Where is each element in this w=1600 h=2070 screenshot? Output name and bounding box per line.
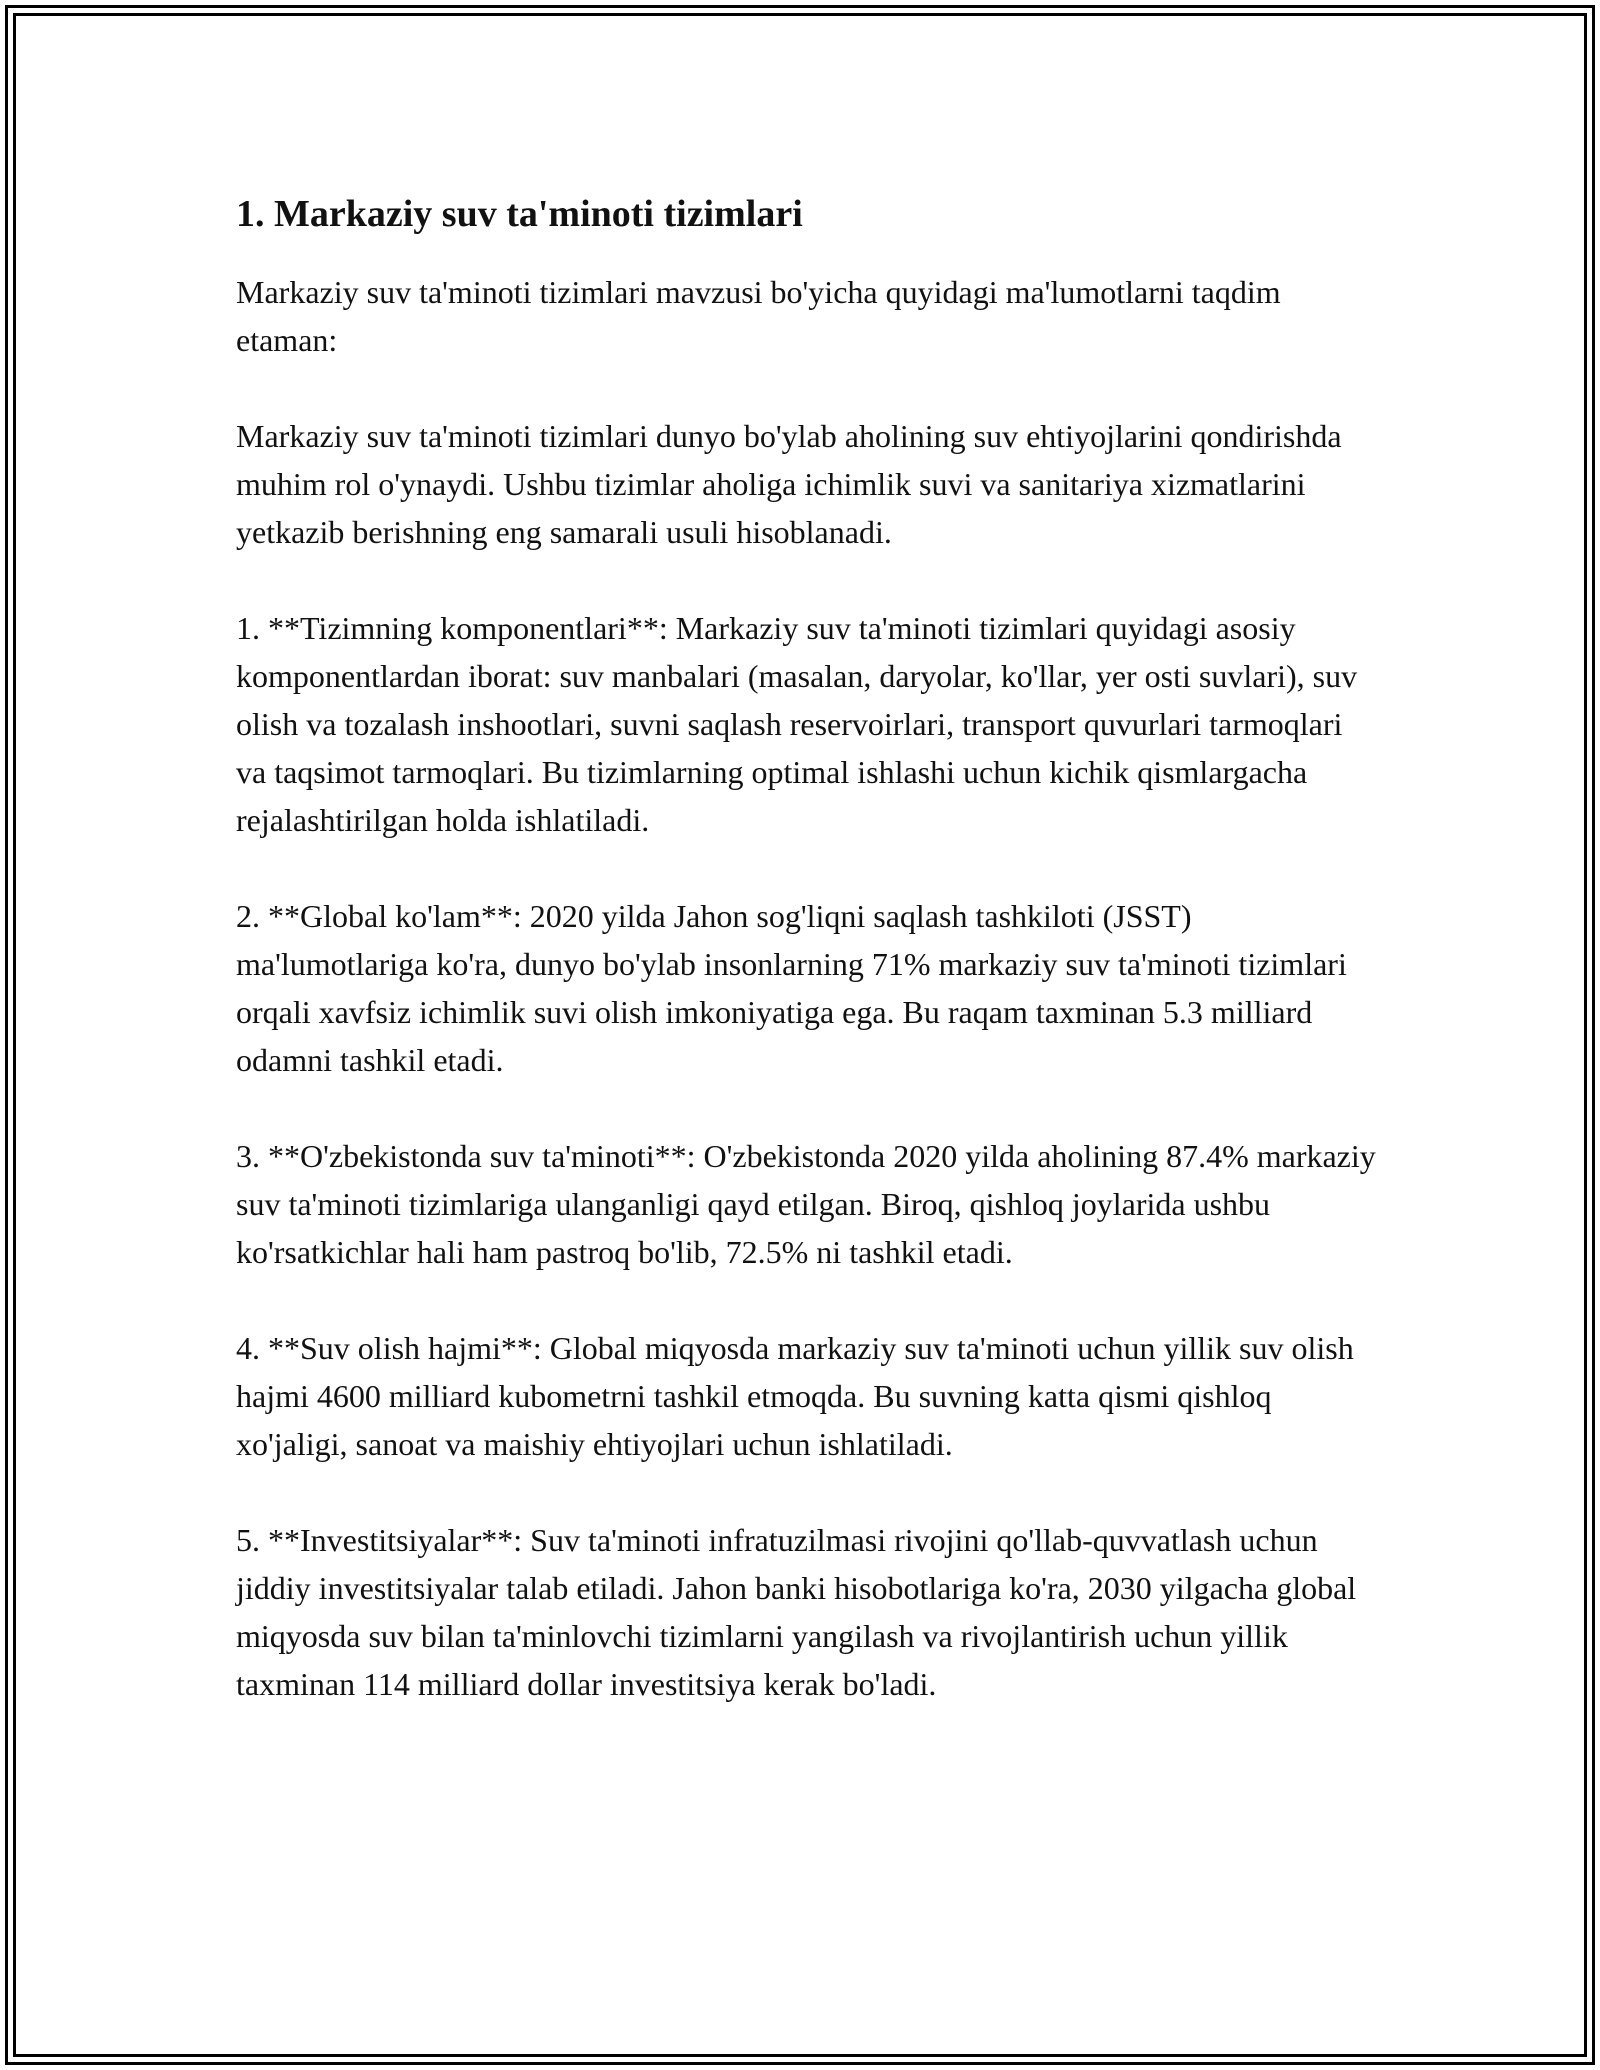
list-item-components: 1. **Tizimning komponentlari**: Markaziy suv ta'minoti tizimlari quyidagi asosiy komponentlardan iborat: suv manbalari (masalan, daryolar, ko'llar, yer osti suvlari), suv olish va tozalash inshootlari, suvni saqlash reservoirlari, transport quvurlari tarmoqlari va taqsimot tarmoqlari. Bu tizimlarning optimal ishlashi uchun kichik qismlargacha rejalashtirilgan holda ishlatiladi. <box>236 610 1358 838</box>
overview-paragraph: Markaziy suv ta'minoti tizimlari dunyo bo'ylab aholining suv ehtiyojlarini qondirishda muhim rol o'ynaydi. Ushbu tizimlar aholiga ichimlik suvi va sanitariya xizmatlarini yetkazib berishning eng samarali usuli hisoblanadi. <box>236 418 1342 550</box>
list-item-water-volume: 4. **Suv olish hajmi**: Global miqyosda markaziy suv ta'minoti uchun yillik suv olish hajmi 4600 milliard kubometrni tashkil etmoqda. Bu suvning katta qismi qishloq xo'jaligi, sanoat va maishiy ehtiyojlari uchun ishlatiladi. <box>236 1330 1354 1462</box>
list-item-investments: 5. **Investitsiyalar**: Suv ta'minoti infratuzilmasi rivojini qo'llab-quvvatlash uchun jiddiy investitsiyalar talab etiladi. Jahon banki hisobotlariga ko'ra, 2030 yilgacha global miqyosda suv bilan ta'minlovchi tizimlarni yangilash va rivojlantirish uchun yillik taxminan 114 milliard dollar investitsiya kerak bo'ladi. <box>236 1522 1357 1702</box>
list-item-uzbekistan: 3. **O'zbekistonda suv ta'minoti**: O'zbekistonda 2020 yilda aholining 87.4% markaziy suv ta'minoti tizimlariga ulanganligi qayd etilgan. Biroq, qishloq joylarida ushbu ko'rsatkichlar hali ham pastroq bo'lib, 72.5% ni tashkil etadi. <box>236 1138 1376 1270</box>
intro-paragraph: Markaziy suv ta'minoti tizimlari mavzusi bo'yicha quyidagi ma'lumotlarni taqdim etaman: <box>236 274 1281 358</box>
document-body <box>236 190 1376 1756</box>
document-heading: 1. Markaziy suv ta'minoti tizimlari <box>236 193 803 235</box>
list-item-global-scale: 2. **Global ko'lam**: 2020 yilda Jahon sog'liqni saqlash tashkiloti (JSST) ma'lumotlariga ko'ra, dunyo bo'ylab insonlarning 71% markaziy suv ta'minoti tizimlari orqali xavfsiz ichimlik suvi olish imkoniyatiga ega. Bu raqam taxminan 5.3 milliard odamni tashkil etadi. <box>236 898 1347 1078</box>
